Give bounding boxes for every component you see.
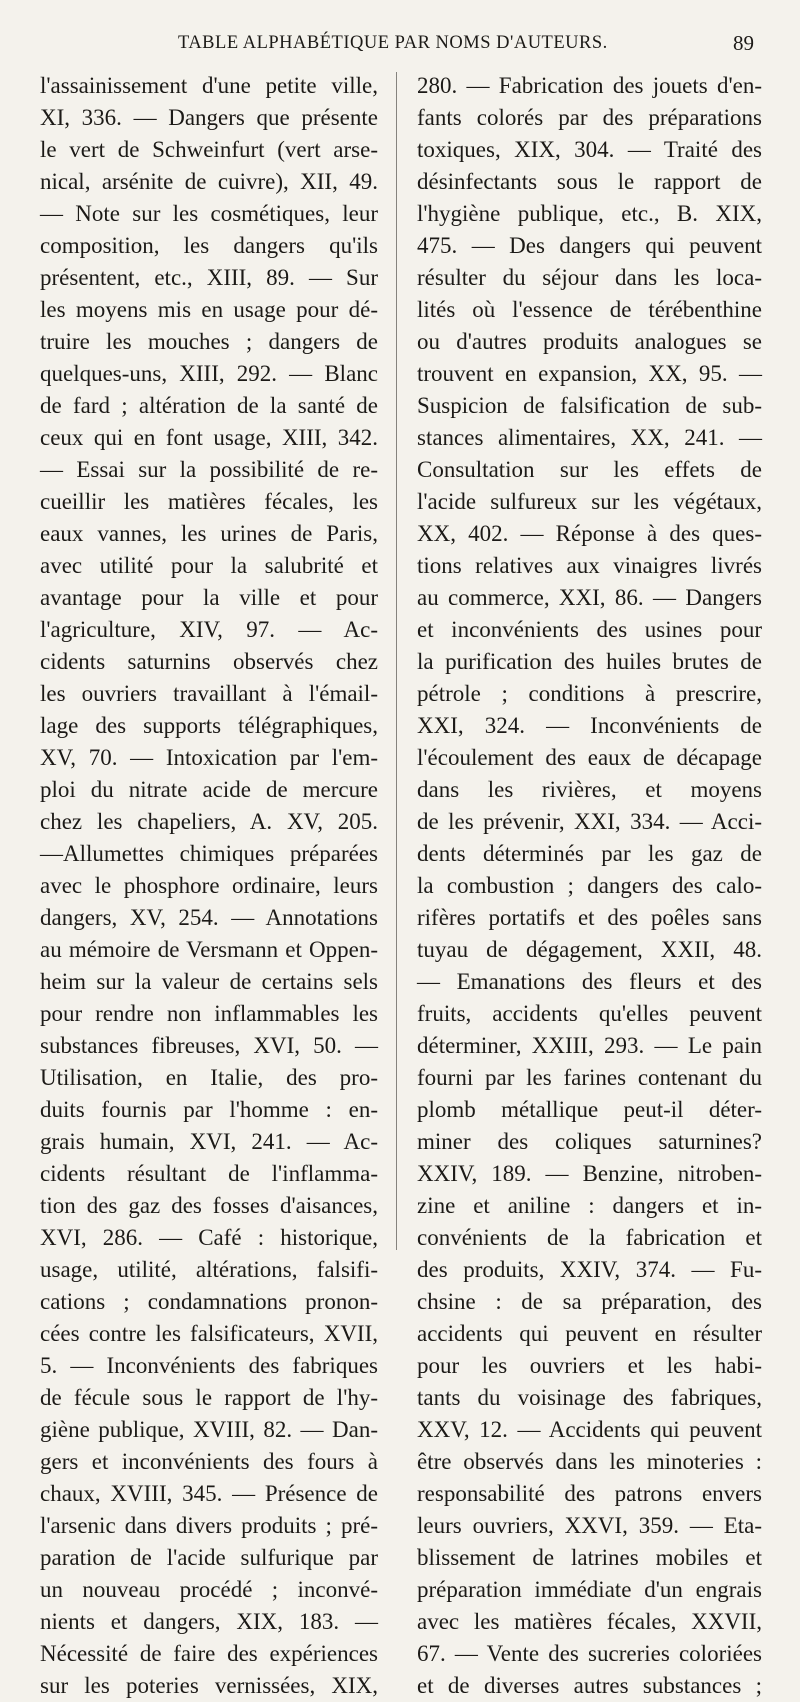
text-line: la combustion ; dangers des calo- — [417, 873, 762, 898]
text-line: gers et inconvénients des fours à — [40, 1449, 378, 1474]
text-line: heim sur la valeur de certains sels — [40, 969, 378, 994]
text-line: responsabilité des patrons envers — [417, 1481, 762, 1506]
text-line: truire les mouches ; dangers de — [40, 329, 378, 354]
text-line: avantage pour la ville et pour — [40, 585, 378, 610]
text-line: la purification des huiles brutes de — [417, 649, 762, 674]
text-line: avec les matières fécales, XXVII, — [417, 1609, 762, 1634]
page-number: 89 — [733, 31, 754, 55]
text-line: présentent, etc., XIII, 89. — Sur — [40, 265, 378, 290]
text-line: l'acide sulfureux sur les végétaux, — [417, 489, 762, 514]
text-line: tuyau de dégagement, XXII, 48. — [417, 937, 762, 962]
text-line: désinfectants sous le rapport de — [417, 169, 762, 194]
text-line: ceux qui en font usage, XIII, 342. — [40, 425, 378, 450]
text-line: XXIV, 189. — Benzine, nitroben- — [417, 1161, 762, 1186]
text-line: fruits, accidents qu'elles peuvent — [417, 1001, 762, 1026]
text-line: pétrole ; conditions à prescrire, — [417, 681, 762, 706]
text-line: XI, 336. — Dangers que présente — [40, 105, 378, 130]
text-line: de fard ; altération de la santé de — [40, 393, 378, 418]
text-line: l'écoulement des eaux de décapage — [417, 745, 762, 770]
column-divider — [396, 72, 397, 1250]
page-header — [0, 28, 800, 62]
text-line: paration de l'acide sulfurique par — [40, 1545, 378, 1570]
text-line: convénients de la fabrication et — [417, 1225, 762, 1250]
text-line: l'arsenic dans divers produits ; pré- — [40, 1513, 378, 1538]
text-line: pour les ouvriers et les habi- — [417, 1353, 762, 1378]
text-line: dans les rivières, et moyens — [417, 777, 762, 802]
text-line: plomb métallique peut-il déter- — [417, 1097, 762, 1122]
text-line: XXV, 12. — Accidents qui peuvent — [417, 1417, 762, 1442]
text-line: trouvent en expansion, XX, 95. — — [417, 361, 762, 386]
text-line: quelques-uns, XIII, 292. — Blanc — [40, 361, 378, 386]
text-line: dangers, XV, 254. — Annotations — [40, 905, 378, 930]
text-line: duits fournis par l'homme : en- — [40, 1097, 378, 1122]
text-line: les ouvriers travaillant à l'émail- — [40, 681, 378, 706]
text-line: 475. — Des dangers qui peuvent — [417, 233, 762, 258]
text-line: grais humain, XVI, 241. — Ac- — [40, 1129, 378, 1154]
text-line: — Emanations des fleurs et des — [417, 969, 762, 994]
text-line: dents déterminés par les gaz de — [417, 841, 762, 866]
text-line: l'hygiène publique, etc., B. XIX, — [417, 201, 762, 226]
text-line: lage des supports télégraphiques, — [40, 713, 378, 738]
text-line: l'assainissement d'une petite ville, — [40, 73, 378, 98]
text-line: des produits, XXIV, 374. — Fu- — [417, 1257, 762, 1282]
text-line: 67. — Vente des sucreries coloriées — [417, 1641, 762, 1666]
text-line: Utilisation, en Italie, des pro- — [40, 1065, 378, 1090]
text-line: accidents qui peuvent en résulter — [417, 1321, 762, 1346]
text-line: tion des gaz des fosses d'aisances, — [40, 1193, 378, 1218]
text-line: —Allumettes chimiques préparées — [40, 841, 378, 866]
text-line: eaux vannes, les urines de Paris, — [40, 521, 378, 546]
text-line: cidents saturnins observés chez — [40, 649, 378, 674]
text-line: composition, les dangers qu'ils — [40, 233, 378, 258]
text-line: usage, utilité, altérations, falsifi- — [40, 1257, 378, 1282]
text-line: et inconvénients des usines pour — [417, 617, 762, 642]
text-line: fants colorés par des préparations — [417, 105, 762, 130]
text-line: stances alimentaires, XX, 241. — — [417, 425, 762, 450]
text-line: giène publique, XVIII, 82. — Dan- — [40, 1417, 378, 1442]
text-line: substances fibreuses, XVI, 50. — — [40, 1033, 378, 1058]
text-line: au mémoire de Versmann et Oppen- — [40, 937, 378, 962]
text-line: cueillir les matières fécales, les — [40, 489, 378, 514]
text-line: chaux, XVIII, 345. — Présence de — [40, 1481, 378, 1506]
text-line: le vert de Schweinfurt (vert arse- — [40, 137, 378, 162]
text-line: leurs ouvriers, XXVI, 359. — Eta- — [417, 1513, 762, 1538]
text-line: blissement de latrines mobiles et — [417, 1545, 762, 1570]
text-line: chsine : de sa préparation, des — [417, 1289, 762, 1314]
text-line: zine et aniline : dangers et in- — [417, 1193, 762, 1218]
text-line: XV, 70. — Intoxication par l'em- — [40, 745, 378, 770]
text-line: chez les chapeliers, A. XV, 205. — [40, 809, 378, 834]
text-line: pour rendre non inflammables les — [40, 1001, 378, 1026]
text-line: résulter du séjour dans les loca- — [417, 265, 762, 290]
running-title: TABLE ALPHABÉTIQUE PAR NOMS D'AUTEURS. — [178, 33, 608, 53]
text-line: Nécessité de faire des expériences — [40, 1641, 378, 1666]
right-text-column — [417, 70, 762, 1702]
text-line: XXI, 324. — Inconvénients de — [417, 713, 762, 738]
text-line: XX, 402. — Réponse à des ques- — [417, 521, 762, 546]
text-line: — Essai sur la possibilité de re- — [40, 457, 378, 482]
text-line: miner des coliques saturnines? — [417, 1129, 762, 1154]
text-line: l'agriculture, XIV, 97. — Ac- — [40, 617, 378, 642]
text-line: rifères portatifs et des poêles sans — [417, 905, 762, 930]
text-line: un nouveau procédé ; inconvé- — [40, 1577, 378, 1602]
text-line: être observés dans les minoteries : — [417, 1449, 762, 1474]
text-line: de fécule sous le rapport de l'hy- — [40, 1385, 378, 1410]
left-text-column — [40, 70, 378, 1702]
text-line: fourni par les farines contenant du — [417, 1065, 762, 1090]
text-line: de les prévenir, XXI, 334. — Acci- — [417, 809, 762, 834]
text-line: lités où l'essence de térébenthine — [417, 297, 762, 322]
text-line: nical, arsénite de cuivre), XII, 49. — [40, 169, 378, 194]
text-line: déterminer, XXIII, 293. — Le pain — [417, 1033, 762, 1058]
text-line: au commerce, XXI, 86. — Dangers — [417, 585, 762, 610]
text-line: sur les poteries vernissées, XIX, — [40, 1673, 378, 1698]
text-line: toxiques, XIX, 304. — Traité des — [417, 137, 762, 162]
text-line: préparation immédiate d'un engrais — [417, 1577, 762, 1602]
text-line: — Note sur les cosmétiques, leur — [40, 201, 378, 226]
text-line: tants du voisinage des fabriques, — [417, 1385, 762, 1410]
text-line: cées contre les falsificateurs, XVII, — [40, 1321, 378, 1346]
text-line: 280. — Fabrication des jouets d'en- — [417, 73, 762, 98]
text-line: et de diverses autres substances ; — [417, 1673, 762, 1698]
text-line: 5. — Inconvénients des fabriques — [40, 1353, 378, 1378]
text-line: Suspicion de falsification de sub- — [417, 393, 762, 418]
text-line: cations ; condamnations pronon- — [40, 1289, 378, 1314]
text-line: nients et dangers, XIX, 183. — — [40, 1609, 378, 1634]
text-line: avec le phosphore ordinaire, leurs — [40, 873, 378, 898]
text-line: les moyens mis en usage pour dé- — [40, 297, 378, 322]
text-line: Consultation sur les effets de — [417, 457, 762, 482]
text-line: tions relatives aux vinaigres livrés — [417, 553, 762, 578]
text-line: avec utilité pour la salubrité et — [40, 553, 378, 578]
text-line: XVI, 286. — Café : historique, — [40, 1225, 378, 1250]
text-line: cidents résultant de l'inflamma- — [40, 1161, 378, 1186]
text-line: ploi du nitrate acide de mercure — [40, 777, 378, 802]
text-line: ou d'autres produits analogues se — [417, 329, 762, 354]
